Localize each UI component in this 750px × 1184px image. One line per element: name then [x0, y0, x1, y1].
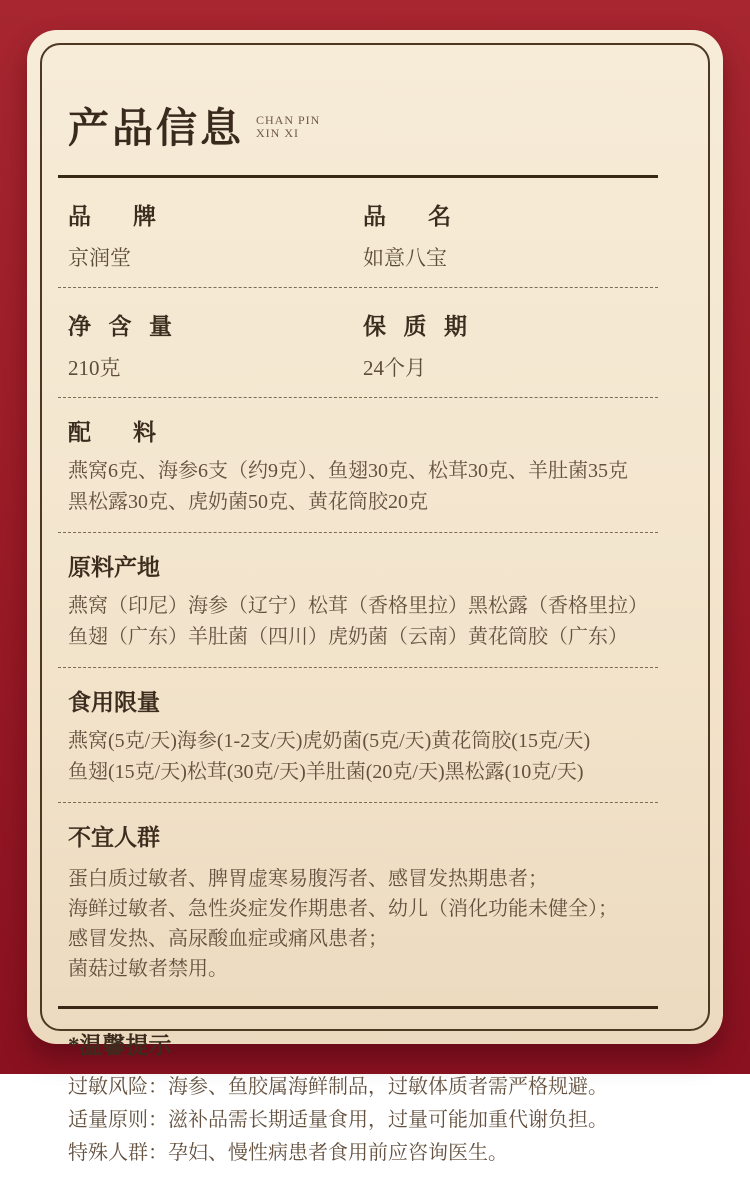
- shelf-life-label: 保质期: [363, 314, 467, 340]
- unsuitable-groups-line: 海鲜过敏者、急性炎症发作期患者、幼儿（消化功能未健全）；: [68, 898, 618, 921]
- section-origin: [58, 533, 680, 667]
- net-weight-value: 210克: [68, 356, 121, 381]
- unsuitable-groups-line: 蛋白质过敏者、脾胃虚寒易腹泻者、感冒发热期患者；: [68, 868, 548, 891]
- net-weight-label: 净含量: [68, 314, 172, 340]
- title-pinyin-line1: CHAN PIN: [256, 113, 321, 127]
- product-name-label: 品名: [363, 204, 451, 230]
- origin-line: 燕窝（印尼）海参（辽宁）松茸（香格里拉）黑松露（香格里拉）: [68, 595, 648, 618]
- consumption-limit-heading: 食用限量: [68, 690, 160, 716]
- ingredients-heading: 配料: [68, 420, 156, 446]
- tips-line: 特殊人群：孕妇、慢性病患者食用前应咨询医生。: [68, 1141, 508, 1164]
- card-content: [58, 73, 680, 1184]
- ingredients-line: 燕窝6克、海参6支（约9克）、鱼翅30克、松茸30克、羊肚菌35克: [68, 460, 628, 483]
- section-unsuitable-groups: [58, 803, 680, 998]
- section-tips: [58, 1009, 680, 1184]
- unsuitable-groups-line: 菌菇过敏者禁用。: [68, 958, 228, 981]
- consumption-limit-body: [68, 726, 680, 788]
- unsuitable-groups-line: 感冒发热、高尿酸血症或痛风患者；: [68, 928, 388, 951]
- product-card: [27, 30, 723, 1164]
- page-title: 产品信息: [68, 105, 244, 151]
- section-ingredients: [58, 398, 680, 532]
- origin-heading: 原料产地: [68, 555, 160, 581]
- consumption-limit-line: 燕窝(5克/天)海参(1-2支/天)虎奶菌(5克/天)黄花筒胶(15克/天): [68, 730, 591, 753]
- tips-heading: *温馨提示: [68, 1032, 172, 1058]
- net-weight-field: [68, 308, 363, 382]
- title-pinyin-line2: XIN XI: [256, 126, 299, 140]
- unsuitable-groups-body: [68, 864, 680, 984]
- tips-body: [68, 1071, 680, 1170]
- shelf-life-field: [363, 308, 680, 382]
- product-name-value: 如意八宝: [363, 246, 447, 271]
- info-row-weight-shelf: [58, 288, 680, 397]
- origin-body: [68, 591, 680, 653]
- tips-line: 适量原则：滋补品需长期适量食用，过量可能加重代谢负担。: [68, 1108, 608, 1131]
- brand-label: 品牌: [68, 204, 156, 230]
- unsuitable-groups-heading: 不宜人群: [68, 825, 160, 851]
- consumption-limit-line: 鱼翅(15克/天)松茸(30克/天)羊肚菌(20克/天)黑松露(10克/天): [68, 761, 584, 784]
- ingredients-body: [68, 456, 680, 518]
- tips-line: 过敏风险：海参、鱼胶属海鲜制品，过敏体质者需严格规避。: [68, 1075, 608, 1098]
- ingredients-line: 黑松露30克、虎奶菌50克、黄花筒胶20克: [68, 491, 428, 514]
- title-pinyin: [256, 114, 320, 140]
- shelf-life-value: 24个月: [363, 356, 426, 381]
- brand-value: 京润堂: [68, 246, 131, 271]
- brand-field: [68, 198, 363, 272]
- section-consumption-limit: [58, 668, 680, 802]
- origin-line: 鱼翅（广东）羊肚菌（四川）虎奶菌（云南）黄花筒胶（广东）: [68, 626, 628, 649]
- product-name-field: [363, 198, 680, 272]
- info-row-brand-name: [58, 178, 680, 287]
- header: [68, 107, 680, 150]
